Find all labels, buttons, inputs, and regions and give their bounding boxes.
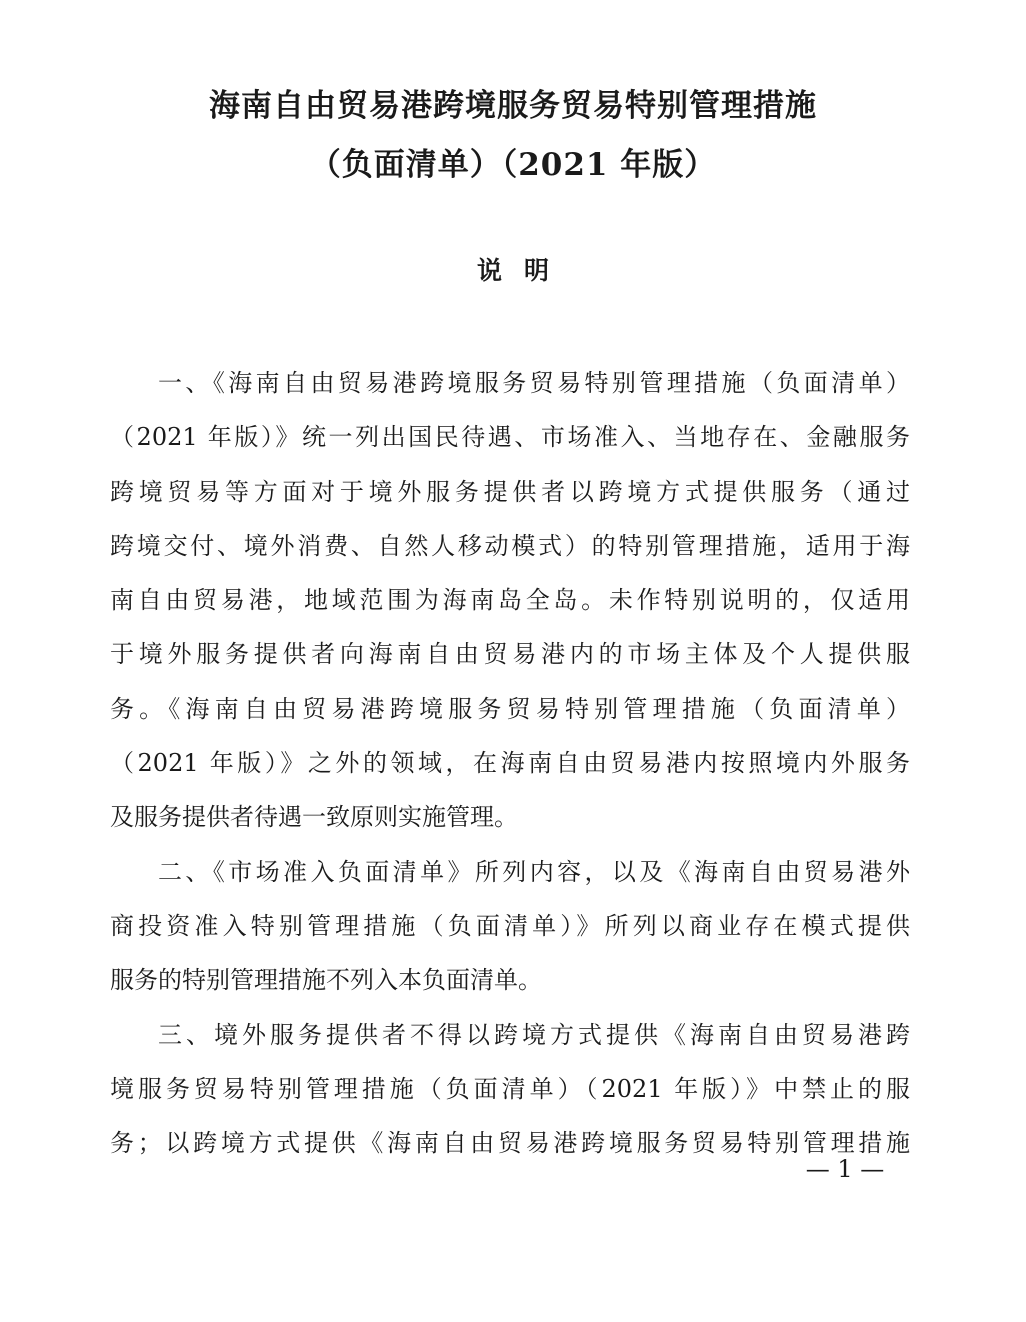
section-heading: 说明 <box>476 256 571 285</box>
paragraph-2-line: 商投资准入特别管理措施（负面清单）》所列以商业存在模式提供 <box>110 911 910 940</box>
body-text <box>110 356 910 1170</box>
paragraph-1-line: 跨境贸易等方面对于境外服务提供者以跨境方式提供服务（通过 <box>110 477 910 506</box>
paragraph-2-line: 服务的特别管理措施不列入本负面清单。 <box>110 966 542 995</box>
paragraph-1-line: 一、《海南自由贸易港跨境服务贸易特别管理措施（负面清单） <box>158 369 910 397</box>
paragraph-2-line: 二、《市场准入负面清单》所列内容，以及《海南自由贸易港外 <box>158 857 910 886</box>
paragraph-1-line: 跨境交付、境外消费、自然人移动模式）的特别管理措施，适用于海 <box>110 531 910 560</box>
document-title-line-1: 海南自由贸易港跨境服务贸易特别管理措施 <box>209 88 817 124</box>
paragraph-1-line: （2021 年版）》之外的领域，在海南自由贸易港内按照境内外服务 <box>110 749 910 778</box>
paragraph-1-line: 南自由贸易港，地域范围为海南岛全岛。未作特别说明的，仅适用 <box>110 586 910 615</box>
paragraph-3-line: 三、境外服务提供者不得以跨境方式提供《海南自由贸易港跨 <box>158 1020 910 1049</box>
paragraph-1-line: 及服务提供者待遇一致原则实施管理。 <box>110 803 518 832</box>
paragraph-1-line: 于境外服务提供者向海南自由贸易港内的市场主体及个人提供服 <box>110 640 910 669</box>
paragraph-1-line: 务。《海南自由贸易港跨境服务贸易特别管理措施（负面清单） <box>110 694 910 723</box>
page-number: — 1 — <box>805 1155 885 1183</box>
paragraph-3-line: 境服务贸易特别管理措施（负面清单）（2021 年版）》中禁止的服 <box>110 1074 910 1103</box>
paragraph-3-line: 务；以跨境方式提供《海南自由贸易港跨境服务贸易特别管理措施 <box>110 1129 910 1158</box>
paragraph-1-line: （2021 年版）》统一列出国民待遇、市场准入、当地存在、金融服务 <box>110 423 910 452</box>
document-title-line-2: （负面清单）（2021 年版） <box>309 147 717 183</box>
